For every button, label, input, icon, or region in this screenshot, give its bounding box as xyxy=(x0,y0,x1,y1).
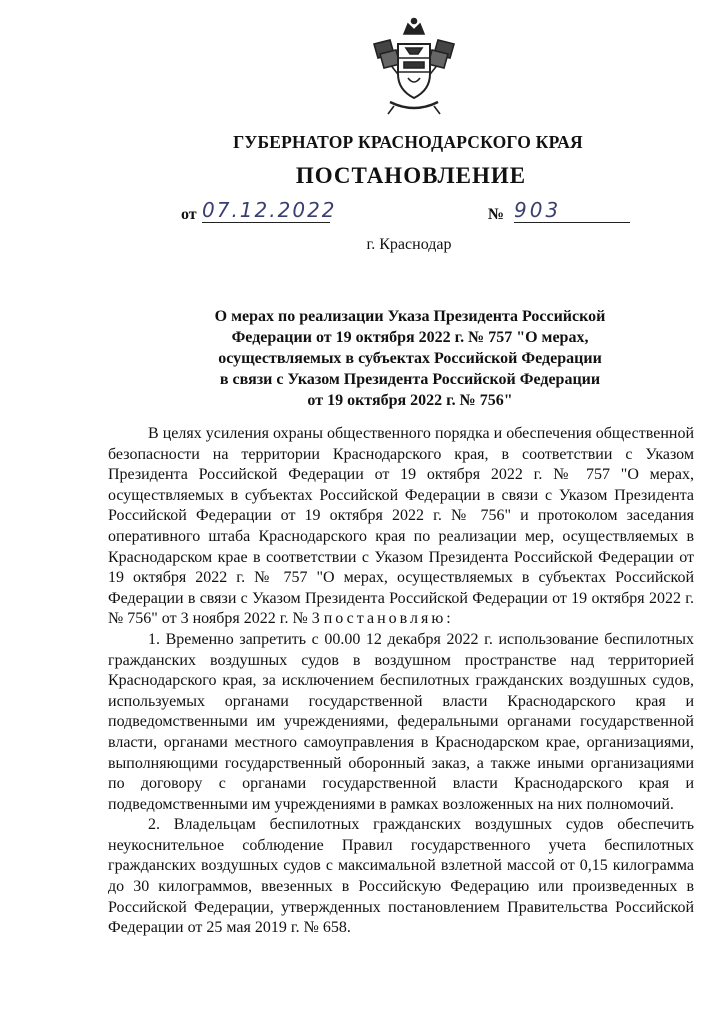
heading-line: О мерах по реализации Указа Президента Российской xyxy=(214,308,606,325)
heading-line: Федерации от 19 октября 2022 г. № 757 "О мерах, xyxy=(231,329,589,346)
number-value: 903 xyxy=(514,198,630,223)
resolve-word: постановляю: xyxy=(323,610,454,628)
date-value: 07.12.2022 xyxy=(202,198,337,222)
heading-line: осуществляемых в субъектах Российской Федерации xyxy=(218,350,602,367)
item-1-paragraph: 1. Временно запретить с 00.00 12 декабря 2022 г. использование беспилотных гражданских воздушных судов в воздушном пространстве над территорией Краснодарского края, за исключением беспилотных гражданских воздушных судов, используемых органами государственной власти Краснодарского края и подведомственными им учреждениями, федеральными органами государственной власти, органами местного самоуправления в Краснодарском крае, организациями, выполняющими государственный оборонный заказ, а также иными организациями по договору с органами государственной власти Краснодарского края и подведомственными им учреждениями в рамках возложенных на них полномочий. xyxy=(108,630,694,813)
item-2-paragraph: 2. Владельцам беспилотных гражданских воздушных судов обеспечить неукоснительное соблюдение Правил государственного учета беспилотных гражданских воздушных судов с максимальной взлетной массой от 0,15 килограмма до 30 килограммов, ввезенных в Российскую Федерацию или произведенных в Российской Федерации, утвержденных постановлением Правительства Российской Федерации от 25 мая 2019 г. № 658. xyxy=(108,816,694,937)
heading-line: от 19 октября 2022 г. № 756" xyxy=(307,392,513,409)
authority-title: ГУБЕРНАТОР КРАСНОДАРСКОГО КРАЯ xyxy=(233,132,583,152)
document-type: ПОСТАНОВЛЕНИЕ xyxy=(295,163,527,188)
heading-line: в связи с Указом Президента Российской Федерации xyxy=(219,371,601,388)
preamble-paragraph xyxy=(108,424,694,630)
krasnodar-krai-emblem-icon xyxy=(360,14,468,122)
resolution-heading xyxy=(160,306,660,411)
city: г. Краснодар xyxy=(366,236,452,253)
number-label: № xyxy=(488,206,505,223)
preamble-text: В целях усиления охраны общественного порядка и обеспечения общественной безопасности на территории Краснодарского края, в соответствии с Указом Президента Российской Федерации от 19 октября 2022 г. № 757 "О мерах, осуществляемых в субъектах Российской Федерации в связи с Указом Президента Российской Федерации от 19 октября 2022 г. № 756" и протоколом заседания оперативного штаба Краснодарского края по реализации мер, осуществляемых в Краснодарском крае в соответствии с Указом Президента Российской Федерации от 19 октября 2022 г. № 757 "О мерах, осуществляемых в субъектах Российской Федерации в связи с Указом Президента Российской Федерации от 19 октября 2022 г. № 756" от 3 ноября 2022 г. № 3 xyxy=(108,425,694,628)
date-label: от xyxy=(181,206,197,223)
document-body xyxy=(108,424,694,939)
